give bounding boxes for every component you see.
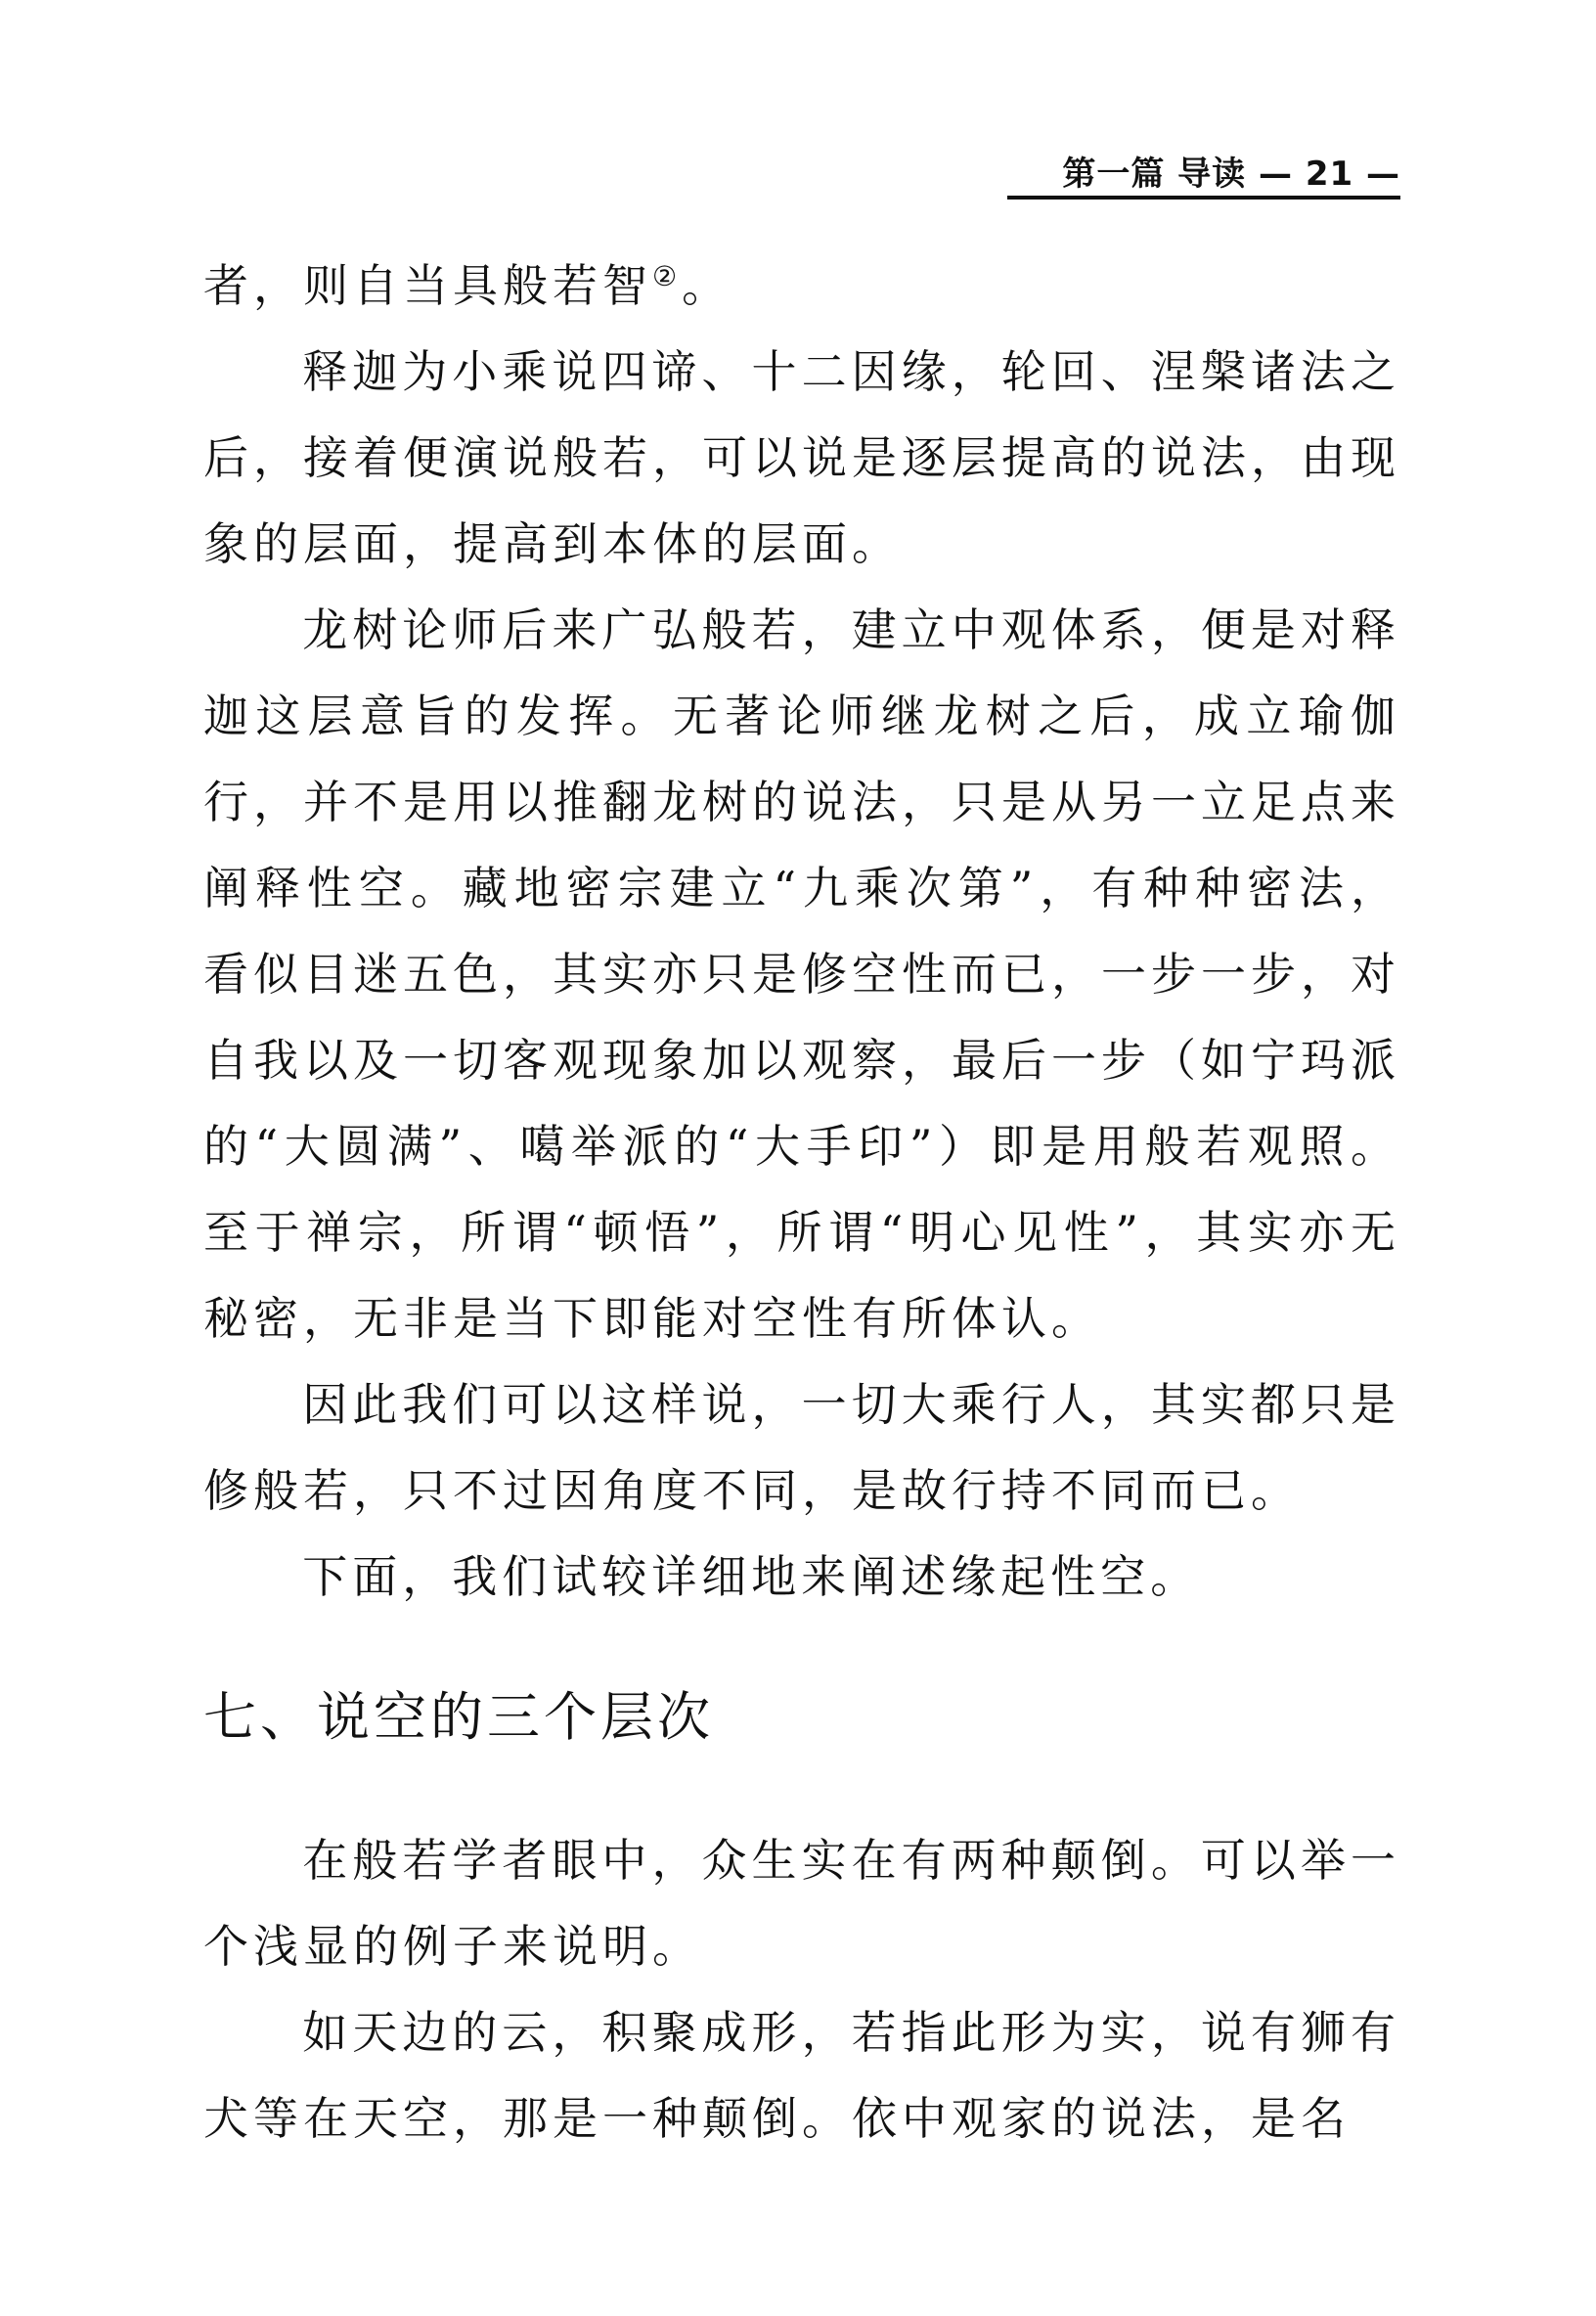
paragraph-text: 者，则自当具般若智 [203,259,652,312]
paragraph-continued [203,243,1400,329]
paragraph-2: 龙树论师后来广弘般若，建立中观体系，便是对释迦这层意旨的发挥。无著论师继龙树之后，成立瑜伽行，并不是用以推翻龙树的说法，只是从另一立足点来阐释性空。藏地密宗建立“九乘次第”，有种种密法，看似目迷五色，其实亦只是修空性而已，一步一步，对自我以及一切客观现象加以观察，最后一步（如宁玛派的“大圆满”、噶举派的“大手印”）即是用般若观照。至于禅宗，所谓“顿悟”，所谓“明心见性”，其实亦无秘密，无非是当下即能对空性有所体认。 [203,603,1400,1345]
paragraph-end: 。 [682,259,732,312]
paragraph-4: 下面，我们试较详细地来阐述缘起性空。 [302,1550,1201,1603]
section-paragraph-2: 如天边的云，积聚成形，若指此形为实，说有狮有犬等在天空，那是一种颠倒。依中观家的说法，是名 [203,2006,1400,2145]
header-rule [1007,196,1400,200]
section-paragraph-1: 在般若学者眼中，众生实在有两种颠倒。可以举一个浅显的例子来说明。 [203,1834,1400,1973]
footnote-marker[interactable]: ② [652,260,683,292]
paragraph-3: 因此我们可以这样说，一切大乘行人，其实都只是修般若，只不过因角度不同，是故行持不同而已。 [203,1378,1400,1517]
section-heading: 七、说空的三个层次 [203,1686,714,1748]
body-text [203,243,1400,2161]
paragraph-1: 释迦为小乘说四谛、十二因缘，轮回、涅槃诸法之后，接着便演说般若，可以说是逐层提高的说法，由现象的层面，提高到本体的层面。 [203,345,1400,570]
running-head: 第一篇 导读 — 21 — [1062,155,1400,194]
